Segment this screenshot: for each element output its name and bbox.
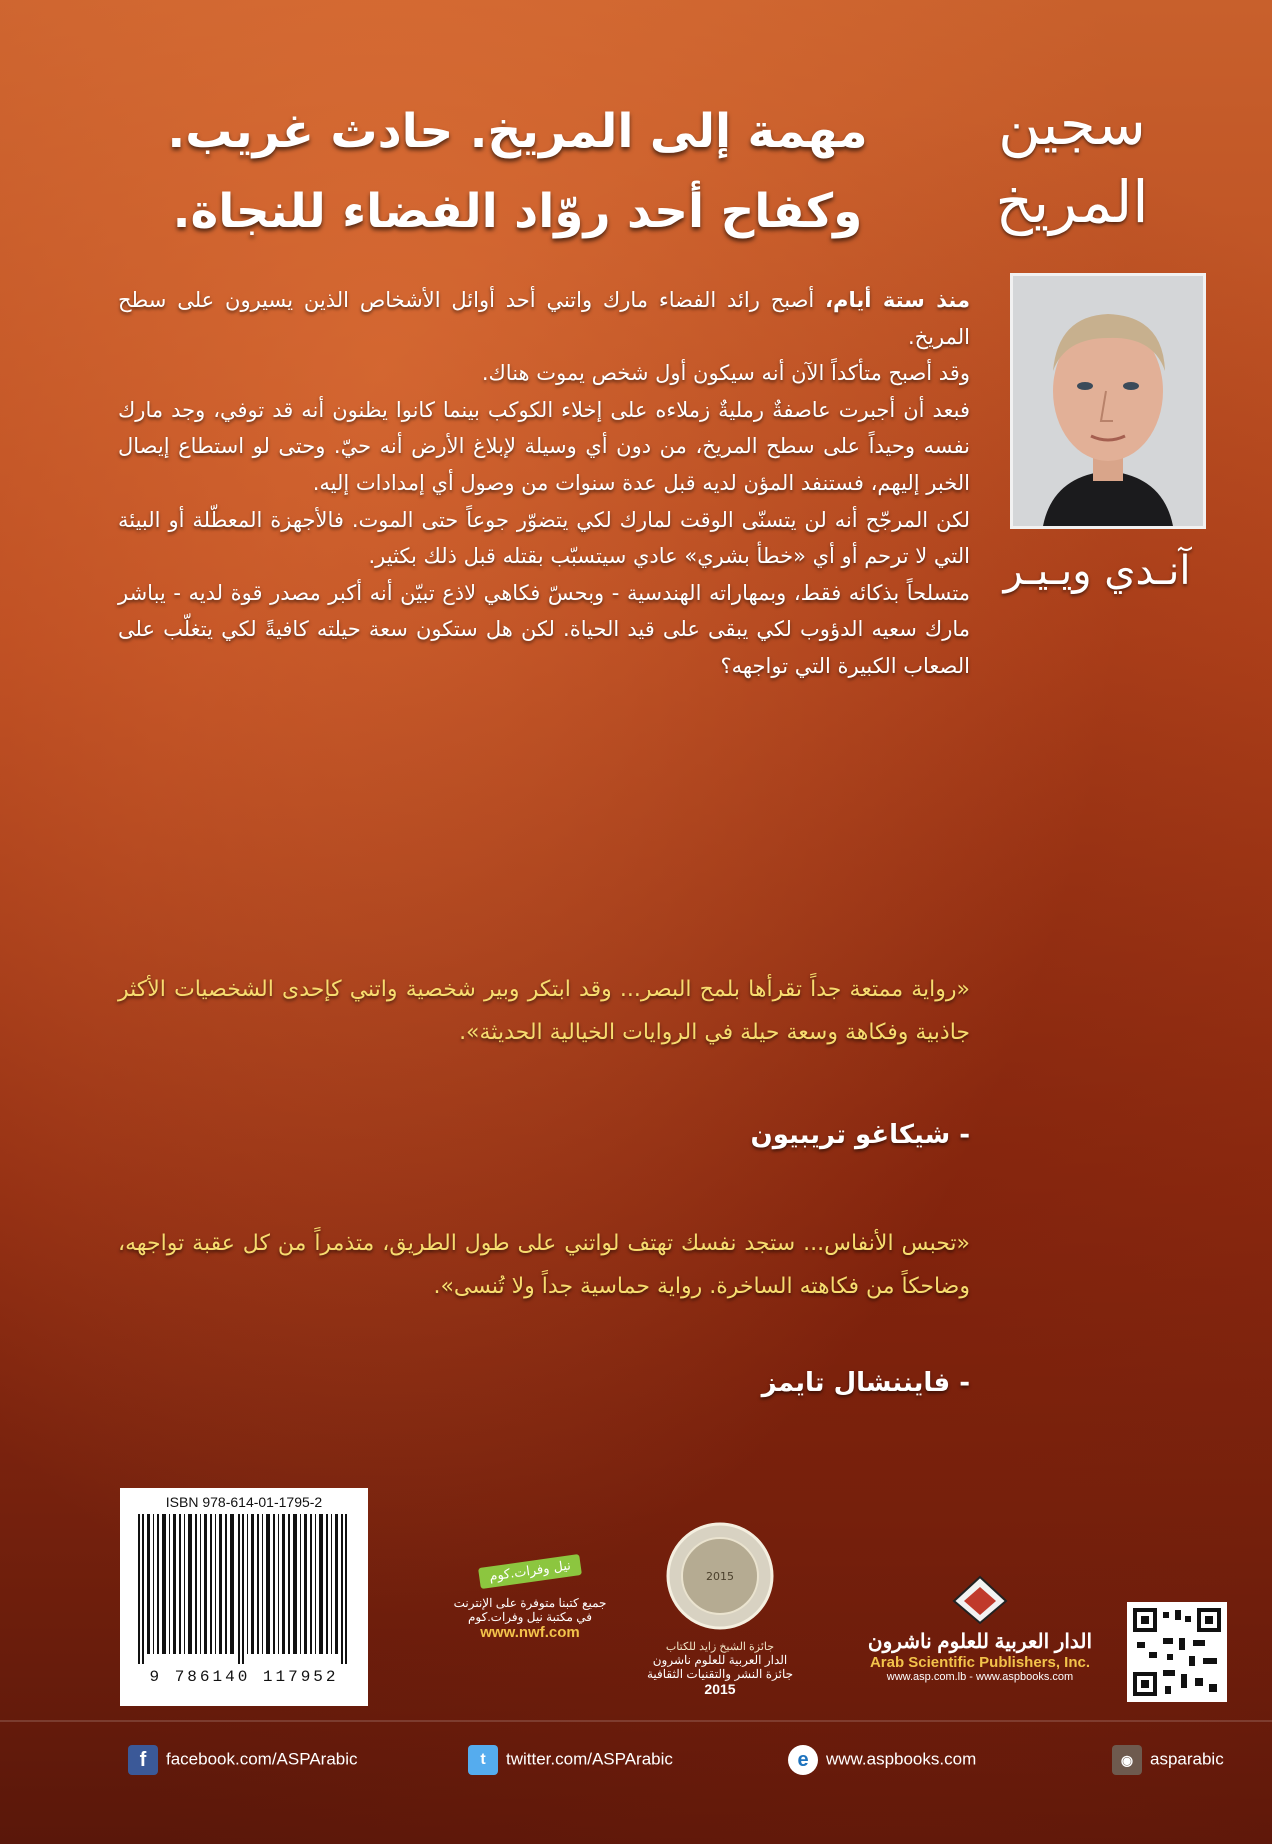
nwf-url[interactable]: www.nwf.com xyxy=(480,1624,580,1641)
tagline-line1: مهمة إلى المريخ. حادث غريب. xyxy=(167,104,868,159)
award-seal-year: 2015 xyxy=(706,1570,734,1583)
review-2 xyxy=(118,1222,970,1308)
nwf-badge xyxy=(478,1554,582,1589)
footer-divider xyxy=(0,1720,1272,1722)
author-portrait-illustration xyxy=(1013,276,1203,526)
synopsis-paragraph-2: وقد أصبح متأكداً الآن أنه سيكون أول شخص يموت هناك. xyxy=(481,361,970,386)
synopsis-paragraph-4: لكن المرجّح أنه لن يتسنّى الوقت لمارك لكي يتضوّر جوعاً حتى الموت. فالأجهزة المعطّلة أو البيئة التي لا ترحم أو أي «خطأ بشري» عادي سيتسبّب بقتله قبل ذلك بكثير. xyxy=(118,507,970,569)
award-block xyxy=(630,1516,810,1697)
review-1 xyxy=(118,968,970,1054)
barcode-panel xyxy=(120,1488,368,1706)
nwf-block xyxy=(430,1560,630,1641)
book-title-line1: سجين xyxy=(998,90,1146,158)
award-line2: جائزة النشر والتقنيات الثقافية xyxy=(646,1667,794,1681)
synopsis-paragraph-1 xyxy=(118,282,970,355)
synopsis xyxy=(118,282,970,685)
author-name: آنـدي ويـيـر xyxy=(1003,548,1191,594)
review-2-source: - فايننشال تايمز xyxy=(761,1368,970,1398)
facebook-link[interactable]: facebook.com/ASPArabic xyxy=(166,1749,358,1769)
instagram-icon: ◉ xyxy=(1112,1745,1142,1775)
social-web[interactable] xyxy=(788,1745,976,1775)
tagline-line2: وكفاح أحد روّاد الفضاء للنجاة. xyxy=(172,184,863,239)
tagline xyxy=(150,92,885,252)
publisher-logo-icon xyxy=(950,1575,1010,1625)
award-line1: الدار العربية للعلوم ناشرون xyxy=(652,1653,788,1667)
review-2-quote: «تحبس الأنفاس... ستجد نفسك تهتف لواتني على طول الطريق، متذمراً من كل عقبة تواجهه، وضاحكاً من فكاهته الساخرة. رواية حماسية جداً ولا تُنسى». xyxy=(118,1231,970,1299)
nwf-line2: في مكتبة نيل وفرات.كوم xyxy=(468,1610,592,1624)
publisher-name-ar: الدار العربية للعلوم ناشرون xyxy=(867,1631,1093,1653)
publisher-websites[interactable]: www.asp.com.lb - www.aspbooks.com xyxy=(886,1671,1074,1683)
instagram-link[interactable]: asparabic xyxy=(1150,1749,1224,1769)
award-seal-icon xyxy=(660,1516,780,1636)
web-link[interactable]: www.aspbooks.com xyxy=(826,1749,977,1769)
award-seal-text: جائزة الشيخ زايد للكتاب xyxy=(665,1641,775,1653)
book-title-line2: المريخ xyxy=(995,168,1149,236)
barcode-icon xyxy=(128,1514,360,1664)
nwf-badge-text: نيل وفرات.كوم xyxy=(488,1558,572,1585)
nwf-line1: جميع كتبنا متوفرة على الإنترنت xyxy=(453,1596,607,1610)
twitter-icon: t xyxy=(468,1745,498,1775)
synopsis-paragraph-3: فبعد أن أجبرت عاصفةٌ رمليةٌ زملاءه على إخلاء الكوكب بينما كانوا يظنون أنه قد توفي، وجد مارك نفسه وحيداً على سطح المريخ، من دون أي وسيلة لإبلاغ الأرض أنه حيّ. وحتى لو استطاع إيصال الخبر إليهم، فستنفد المؤن لديه قبل عدة سنوات من وصول أي إمدادات إليه. xyxy=(118,397,970,495)
social-twitter[interactable] xyxy=(468,1745,673,1775)
isbn-digits: 9 786140 117952 xyxy=(149,1668,339,1686)
synopsis-paragraph-5: متسلحاً بذكائه فقط، وبمهاراته الهندسية - وبحسّ فكاهي لاذع تبيّن أنه أكبر مصدر قوة لديه - يباشر مارك سعيه الدؤوب لكي يبقى على قيد الحياة. لكن هل ستكون سعة حيلته كافيةً لكي يتغلّب على الصعاب الكبيرة التي تواجهه؟ xyxy=(118,580,970,678)
publisher-name-en: Arab Scientific Publishers, Inc. xyxy=(869,1654,1091,1671)
qr-code[interactable] xyxy=(1127,1602,1227,1702)
browser-icon: e xyxy=(788,1745,818,1775)
author-photo xyxy=(1010,273,1206,529)
synopsis-p1-text: أصبح رائد الفضاء مارك واتني أحد أوائل الأشخاص الذين يسيرون على سطح المريخ. xyxy=(118,288,970,349)
publisher-block xyxy=(850,1575,1110,1683)
review-1-source: - شيكاغو تريبيون xyxy=(750,1120,970,1150)
isbn-label: ISBN 978-614-01-1795-2 xyxy=(165,1494,323,1510)
award-year: 2015 xyxy=(704,1681,736,1697)
review-1-quote: «رواية ممتعة جداً تقرأها بلمح البصر... وقد ابتكر وبير شخصية واتني كإحدى الشخصيات الأكثر جاذبية وفكاهة وسعة حيلة في الروايات الخيالية الحديثة». xyxy=(118,977,970,1045)
synopsis-lead: منذ ستة أيام، xyxy=(825,288,971,312)
book-title xyxy=(942,85,1202,241)
social-instagram[interactable] xyxy=(1112,1745,1224,1775)
twitter-link[interactable]: twitter.com/ASPArabic xyxy=(506,1749,673,1769)
qr-code-icon xyxy=(1133,1608,1221,1696)
facebook-icon: f xyxy=(128,1745,158,1775)
social-facebook[interactable] xyxy=(128,1745,358,1775)
